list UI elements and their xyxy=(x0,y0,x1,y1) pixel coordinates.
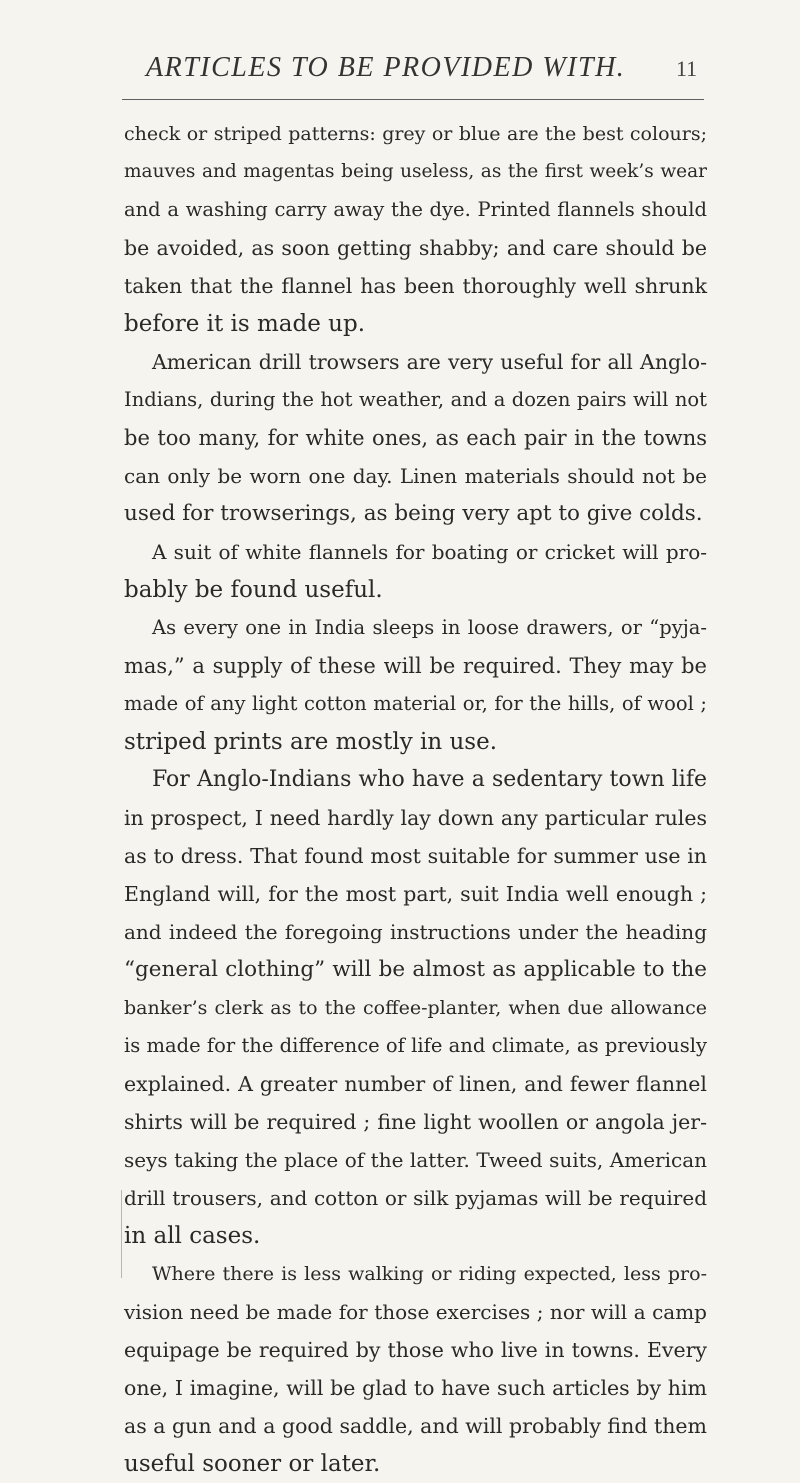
text-line: England will, for the most part, suit India well enough ; xyxy=(124,882,707,906)
page-header xyxy=(0,52,800,92)
running-title: ARTICLES TO BE PROVIDED WITH. xyxy=(146,52,626,83)
gutter-mark xyxy=(121,1190,122,1278)
text-line: and a washing carry away the dye. Printed flannels should xyxy=(124,198,707,221)
text-line: used for trowserings, as being very apt to give colds. xyxy=(124,501,703,526)
text-line: useful sooner or later. xyxy=(124,1451,381,1477)
text-line: seys taking the place of the latter. Tweed suits, American xyxy=(124,1148,707,1172)
text-line: As every one in India sleeps in loose drawers, or “pyja- xyxy=(152,616,707,639)
text-line: taken that the flannel has been thoroughly well shrunk xyxy=(124,274,707,298)
text-line: drill trousers, and cotton or silk pyjamas will be required xyxy=(124,1186,707,1210)
text-line: vision need be made for those exercises ; nor will a camp xyxy=(124,1300,707,1324)
text-line: be avoided, as soon getting shabby; and care should be xyxy=(124,236,707,260)
text-line: and indeed the foregoing instructions under the heading xyxy=(124,920,707,944)
text-line: in all cases. xyxy=(124,1223,261,1249)
text-line: bably be found useful. xyxy=(124,577,383,603)
text-line: mauves and magentas being useless, as the first week’s wear xyxy=(124,161,707,182)
text-line: one, I imagine, will be glad to have such articles by him xyxy=(124,1376,707,1400)
text-line: as a gun and a good saddle, and will probably find them xyxy=(124,1414,707,1438)
text-line: banker’s clerk as to the coffee-planter, when due allowance xyxy=(124,997,707,1019)
text-line: A suit of white flannels for boating or cricket will pro- xyxy=(152,540,707,564)
text-line: explained. A greater number of linen, and fewer flannel xyxy=(124,1072,707,1096)
text-line: be too many, for white ones, as each pair in the towns xyxy=(124,426,707,450)
text-line: mas,” a supply of these will be required. They may be xyxy=(124,654,707,678)
text-line: striped prints are mostly in use. xyxy=(124,729,498,755)
text-line: can only be worn one day. Linen materials should not be xyxy=(124,464,707,488)
text-line: For Anglo-Indians who have a sedentary town life xyxy=(152,767,707,792)
text-line: as to dress. That found most suitable for summer use in xyxy=(124,844,707,868)
text-line: in prospect, I need hardly lay down any particular rules xyxy=(124,806,707,830)
text-line: made of any light cotton material or, for the hills, of wool ; xyxy=(124,692,707,715)
page-number: 11 xyxy=(676,56,698,81)
text-line: before it is made up. xyxy=(124,311,366,337)
text-line: is made for the difference of life and climate, as previously xyxy=(124,1034,707,1057)
text-line: American drill trowsers are very useful for all Anglo- xyxy=(152,350,707,374)
text-line: shirts will be required ; fine light woollen or angola jer- xyxy=(124,1110,707,1134)
text-line: check or striped patterns: grey or blue are the best colours; xyxy=(124,123,707,145)
text-line: Indians, during the hot weather, and a dozen pairs will not xyxy=(124,388,707,411)
text-line: equipage be required by those who live in towns. Every xyxy=(124,1338,707,1362)
text-line: “general clothing” will be almost as applicable to the xyxy=(124,957,707,982)
text-line: Where there is less walking or riding expected, less pro- xyxy=(152,1263,707,1285)
header-rule xyxy=(122,99,704,100)
